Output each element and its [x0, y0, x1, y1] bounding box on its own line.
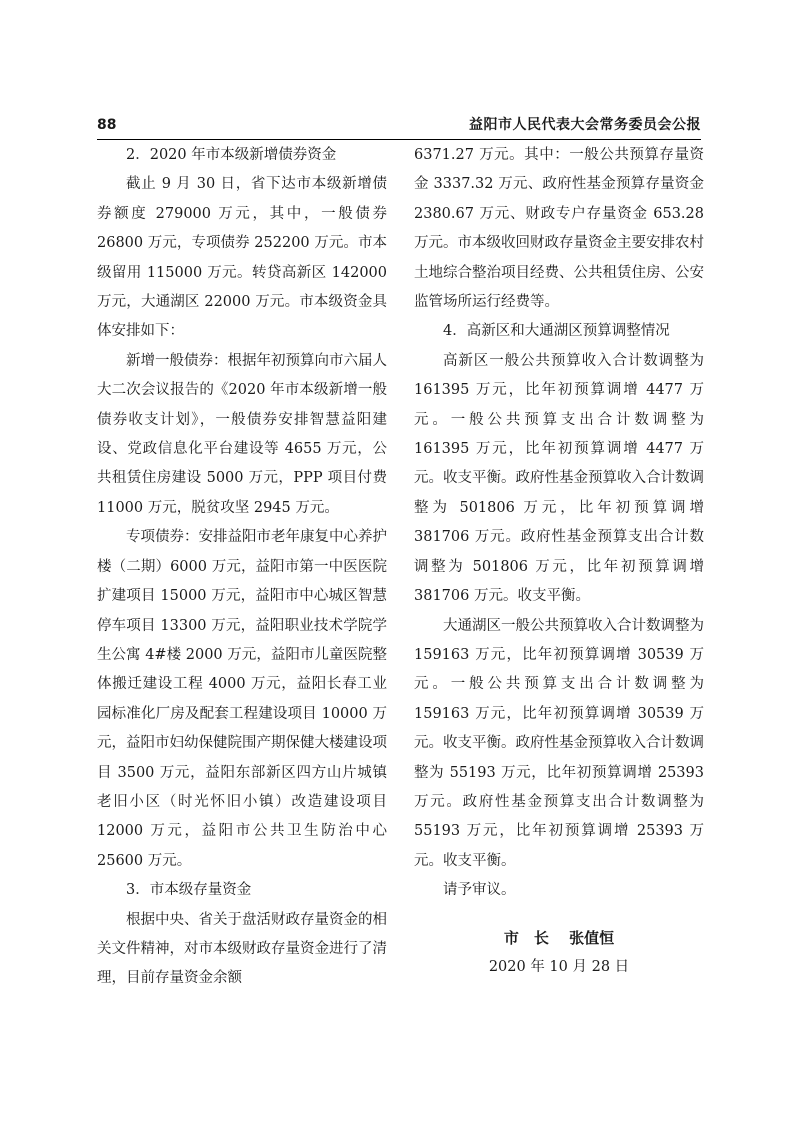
paragraph-special-bonds: 专项债券：安排益阳市老年康复中心养护楼（二期）6000 万元，益阳市第一中医医院扩建项目 15000 万元，益阳市中心城区智慧停车项目 13300 万元，益阳职业技术学院学生公寓 4#楼 2000 万元，益阳市儿童医院整体搬迁建设工程 4000 万元，益阳长春工业园标准化厂房及配套工程建设项目 10000 万元，益阳市妇幼保健院围产期保健大楼建设项目 3500 万元，益阳东部新区四方山片城镇老旧小区（时光怀旧小镇）改造建设项目 12000 万元，益阳市公共卫生防治中心 25600 万元。 [97, 529, 387, 869]
right-column [414, 141, 704, 982]
paragraph-stock-funds-continued: 6371.27 万元。其中：一般公共预算存量资金 3337.32 万元、政府性基金预算存量资金 2380.67 万元、财政专户存量资金 653.28 万元。市本级收回财政存量资金主要安排农村土地综合整治项目经费、公共租赁住房、公安监管场所运行经费等。 [414, 147, 704, 311]
paragraph-stock-funds: 根据中央、省关于盘活财政存量资金的相关文件精神，对市本级财政存量资金进行了清理，目前存量资金余额 [97, 911, 387, 987]
journal-title: 益阳市人民代表大会常务委员会公报 [469, 117, 701, 133]
signature: 市 长 张值恒 [503, 928, 615, 947]
paragraph-request-review: 请予审议。 [443, 882, 516, 899]
signature-date: 2020 年 10 月 28 日 [488, 958, 630, 975]
left-column [97, 141, 387, 994]
paragraph-gaoxin-district: 高新区一般公共预算收入合计数调整为 161395 万元，比年初预算调增 4477 万元。一般公共预算支出合计数调整为 161395 万元，比年初预算调增 4477 万元。收支平衡。政府性基金预算收入合计数调整为 501806 万元，比年初预算调增 381706 万元。政府性基金预算支出合计数调整为 501806 万元，比年初预算调增 381706 万元。收支平衡。 [414, 352, 704, 605]
page-number: 88 [97, 117, 117, 133]
header-rule [97, 139, 701, 140]
section-heading-new-bonds: 2．2020 年市本级新增债券资金 [126, 147, 337, 163]
paragraph-general-bonds: 新增一般债券：根据年初预算向市六届人大二次会议报告的《2020 年市本级新增一般债券收支计划》，一般债券安排智慧益阳建设、党政信息化平台建设等 4655 万元，公共租赁住房建设 5000 万元，PPP 项目付费 11000 万元，脱贫攻坚 2945 万元。 [97, 352, 387, 516]
paragraph-datonghu-district: 大通湖区一般公共预算收入合计数调整为 159163 万元，比年初预算调增 30539 万元。一般公共预算支出合计数调整为 159163 万元，比年初预算调增 30539 万元。收支平衡。政府性基金预算收入合计数调整为 55193 万元，比年初预算调增 25393 万元。政府性基金预算支出合计数调整为 55193 万元，比年初预算调增 25393 万元。收支平衡。 [414, 617, 704, 869]
section-heading-district-adjustment: 4．高新区和大通湖区预算调整情况 [443, 323, 670, 340]
section-heading-stock-funds: 3．市本级存量资金 [126, 882, 252, 899]
paragraph-bond-quota: 截止 9 月 30 日，省下达市本级新增债券额度 279000 万元，其中，一般债券 26800 万元，专项债券 252200 万元。市本级留用 115000 万元。转贷高新区 142000 万元，大通湖区 22000 万元。市本级资金具体安排如下： [97, 176, 387, 340]
